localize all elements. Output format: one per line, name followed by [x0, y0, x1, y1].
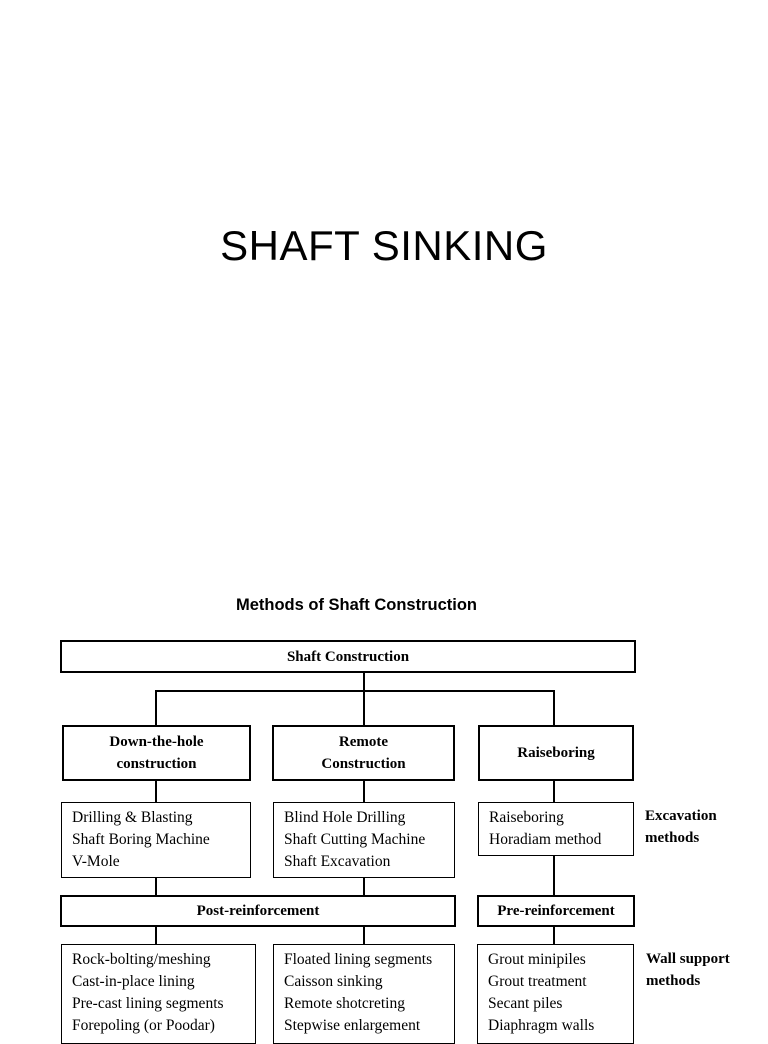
list-item: Floated lining segments: [284, 951, 433, 968]
connector-to-dth: [155, 690, 157, 726]
category-label-line2: Construction: [321, 756, 406, 772]
list-item: Diaphragm walls: [488, 1017, 595, 1034]
list-item: Forepoling (or Poodar): [72, 1017, 215, 1034]
list-item: Drilling & Blasting: [72, 809, 193, 826]
slide-title: SHAFT SINKING: [220, 222, 548, 269]
category-label-line2: construction: [116, 756, 197, 772]
excavation-box-raiseboring: [478, 802, 634, 856]
wall-support-box-remote: [273, 944, 455, 1044]
list-item: Shaft Excavation: [284, 853, 391, 870]
root-node: [60, 640, 636, 673]
pre-reinforcement-node: [477, 895, 635, 927]
list-item: Grout treatment: [488, 973, 587, 990]
excavation-methods-label: [645, 805, 717, 849]
connector-dth-excavation: [155, 780, 157, 803]
category-raiseboring: [478, 725, 634, 781]
list-item: Cast-in-place lining: [72, 973, 195, 990]
post-reinforcement-node: [60, 895, 456, 927]
root-label: Shaft Construction: [286, 648, 410, 665]
wall-support-box-dth: [61, 944, 256, 1044]
list-item: Stepwise enlargement: [284, 1017, 421, 1034]
side-label-line1: Wall support: [646, 951, 730, 967]
connector-root-down: [363, 672, 365, 692]
connector-post-remote-wall: [363, 926, 365, 945]
category-remote: [272, 725, 455, 781]
excavation-box-remote: [273, 802, 455, 878]
wall-support-methods-label: [646, 948, 730, 992]
list-item: Secant piles: [488, 995, 563, 1012]
category-label-line1: Remote: [338, 734, 389, 750]
connector-remote-post: [363, 877, 365, 896]
list-item: Caisson sinking: [284, 973, 383, 990]
connector-dth-post: [155, 877, 157, 896]
list-item: Horadiam method: [489, 831, 602, 848]
pre-reinforcement-label: Pre-reinforcement: [497, 903, 615, 919]
connector-post-dth-wall: [155, 926, 157, 945]
list-item: V-Mole: [72, 853, 120, 870]
list-item: Shaft Cutting Machine: [284, 831, 426, 848]
connector-raise-pre: [553, 855, 555, 896]
list-item: Remote shotcreting: [284, 995, 405, 1012]
list-item: Shaft Boring Machine: [72, 831, 210, 848]
side-label-line2: methods: [646, 973, 701, 989]
category-label-line1: Down-the-hole: [109, 734, 204, 750]
list-item: Pre-cast lining segments: [72, 995, 224, 1012]
category-label: Raiseboring: [517, 745, 595, 761]
list-item: Blind Hole Drilling: [284, 809, 406, 826]
connector-to-raiseboring: [553, 690, 555, 726]
diagram-title: Methods of Shaft Construction: [235, 596, 478, 614]
list-item: Raiseboring: [489, 809, 564, 826]
list-item: Grout minipiles: [488, 951, 586, 968]
side-label-line1: Excavation: [645, 808, 717, 824]
wall-support-box-raiseboring: [477, 944, 634, 1044]
connector-pre-wall: [553, 926, 555, 945]
category-down-the-hole: [62, 725, 251, 781]
connector-raise-excavation: [553, 780, 555, 803]
post-reinforcement-label: Post-reinforcement: [196, 903, 320, 919]
list-item: Rock-bolting/meshing: [72, 951, 211, 968]
excavation-box-dth: [61, 802, 251, 878]
connector-horizontal: [155, 690, 555, 692]
connector-remote-excavation: [363, 780, 365, 803]
connector-to-remote: [363, 690, 365, 726]
side-label-line2: methods: [645, 830, 700, 846]
